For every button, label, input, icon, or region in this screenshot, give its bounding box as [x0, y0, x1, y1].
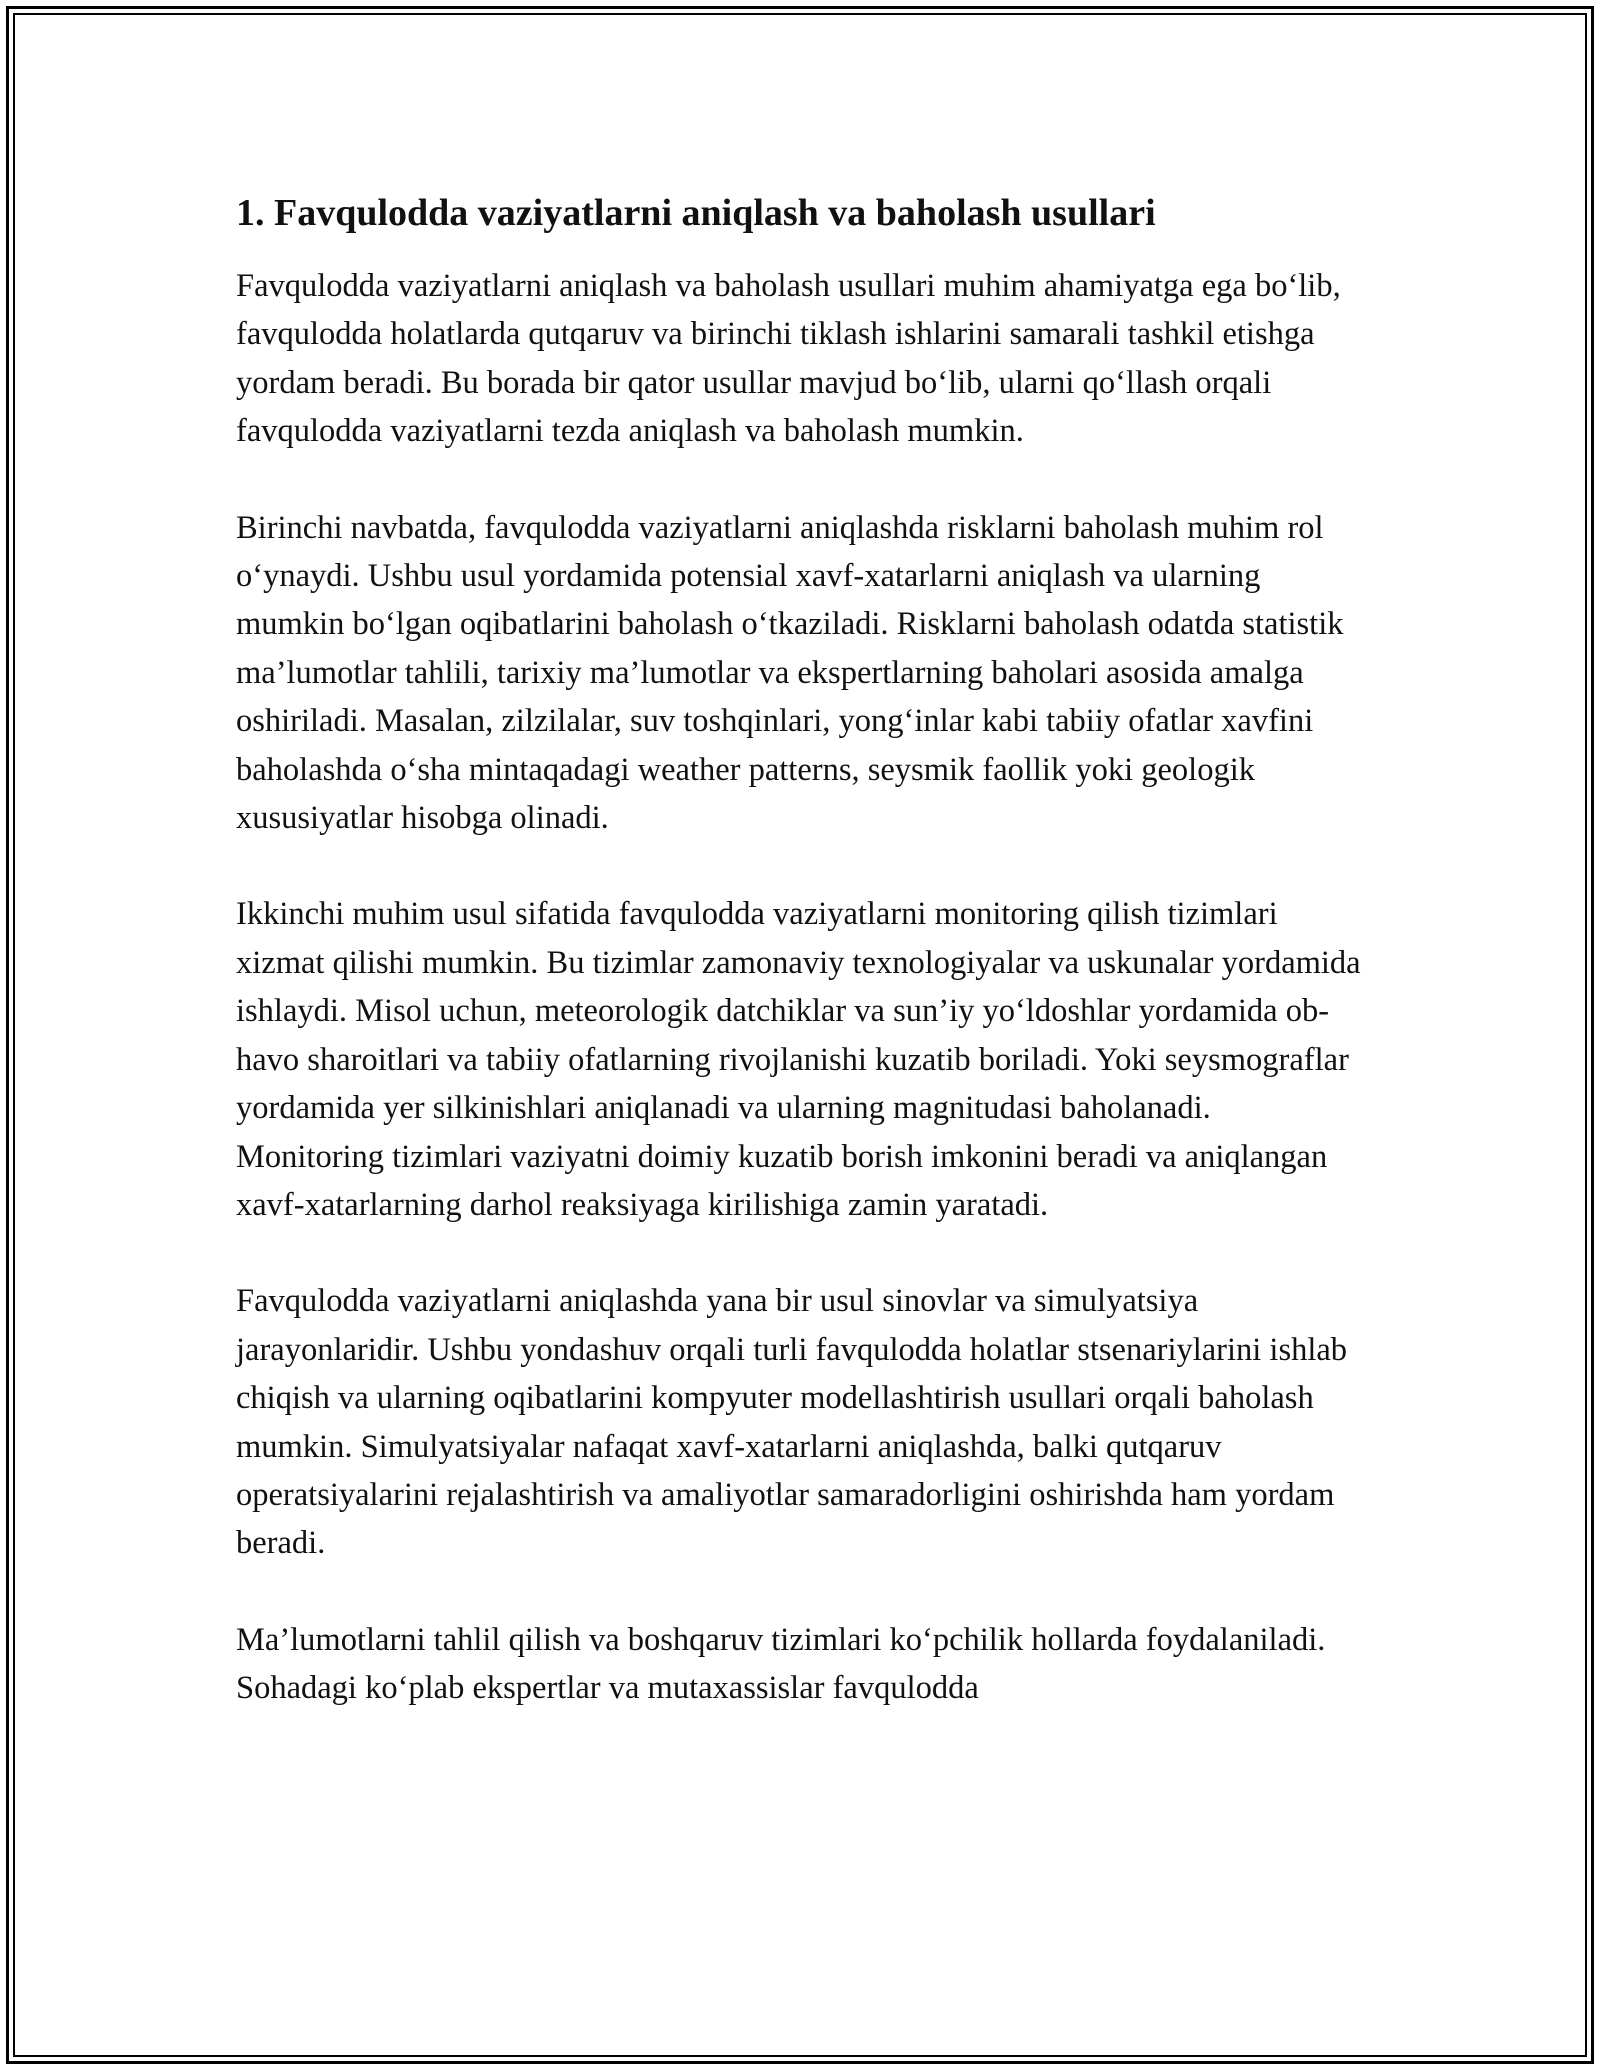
- paragraph-data-analysis: Ma’lumotlarni tahlil qilish va boshqaruv tizimlari ko‘pchilik hollarda foydalaniladi. Sohadagi ko‘plab ekspertlar va mutaxassislar favqulodda: [236, 1621, 1326, 1707]
- paragraph-simulation: Favqulodda vaziyatlarni aniqlashda yana bir usul sinovlar va simulyatsiya jarayonlaridir. Ushbu yondashuv orqali turli favqulodda holatlar stsenariylarini ishlab chiqish va ularning oqibatlarini kompyuter modellashtirish usullari orqali baholash mumkin. Simulyatsiyalar nafaqat xavf-xatarlarni aniqlashda, balki qutqaruv operatsiyalarini rejalashtirish va amaliyotlar samaradorligini oshirishda ham yordam beradi.: [236, 1283, 1348, 1562]
- paragraph-monitoring: Ikkinchi muhim usul sifatida favqulodda vaziyatlarni monitoring qilish tizimlari xizmat qilishi mumkin. Bu tizimlar zamonaviy texnologiyalar va uskunalar yordamida ishlaydi. Misol uchun, meteorologik datchiklar va sun’iy yo‘ldoshlar yordamida ob-havo sharoitlari va tabiiy ofatlarning rivojlanishi kuzatib boriladi. Yoki seysmograflar yordamida yer silkinishlari aniqlanadi va ularning magnitudasi baholanadi. Monitoring tizimlari vaziyatni doimiy kuzatib borish imkonini beradi va aniqlangan xavf-xatarlarning darhol reaksiyaga kirilishiga zamin yaratadi.: [236, 896, 1361, 1223]
- paragraph-risk-assessment: Birinchi navbatda, favqulodda vaziyatlarni aniqlashda risklarni baholash muhim rol o‘ynaydi. Ushbu usul yordamida potensial xavf-xatarlarni aniqlash va ularning mumkin bo‘lgan oqibatlarini baholash o‘tkaziladi. Risklarni baholash odatda statistik ma’lumotlar tahlili, tarixiy ma’lumotlar va ekspertlarning baholari asosida amalga oshiriladi. Masalan, zilzilalar, suv toshqinlari, yong‘inlar kabi tabiiy ofatlar xavfini baholashda o‘sha mintaqadagi weather patterns, seysmik faollik yoki geologik xususiyatlar hisobga olinadi.: [236, 509, 1344, 837]
- paragraph-intro: Favqulodda vaziyatlarni aniqlash va baholash usullari muhim ahamiyatga ega bo‘lib, favqulodda holatlarda qutqaruv va birinchi tiklash ishlarini samarali tashkil etishga yordam beradi. Bu borada bir qator usullar mavjud bo‘lib, ularni qo‘llash orqali favqulodda vaziyatlarni tezda aniqlash va baholash mumkin.: [236, 268, 1341, 450]
- document-body: [236, 186, 1366, 1713]
- section-heading: 1. Favqulodda vaziyatlarni aniqlash va baholash usullari: [236, 192, 1156, 234]
